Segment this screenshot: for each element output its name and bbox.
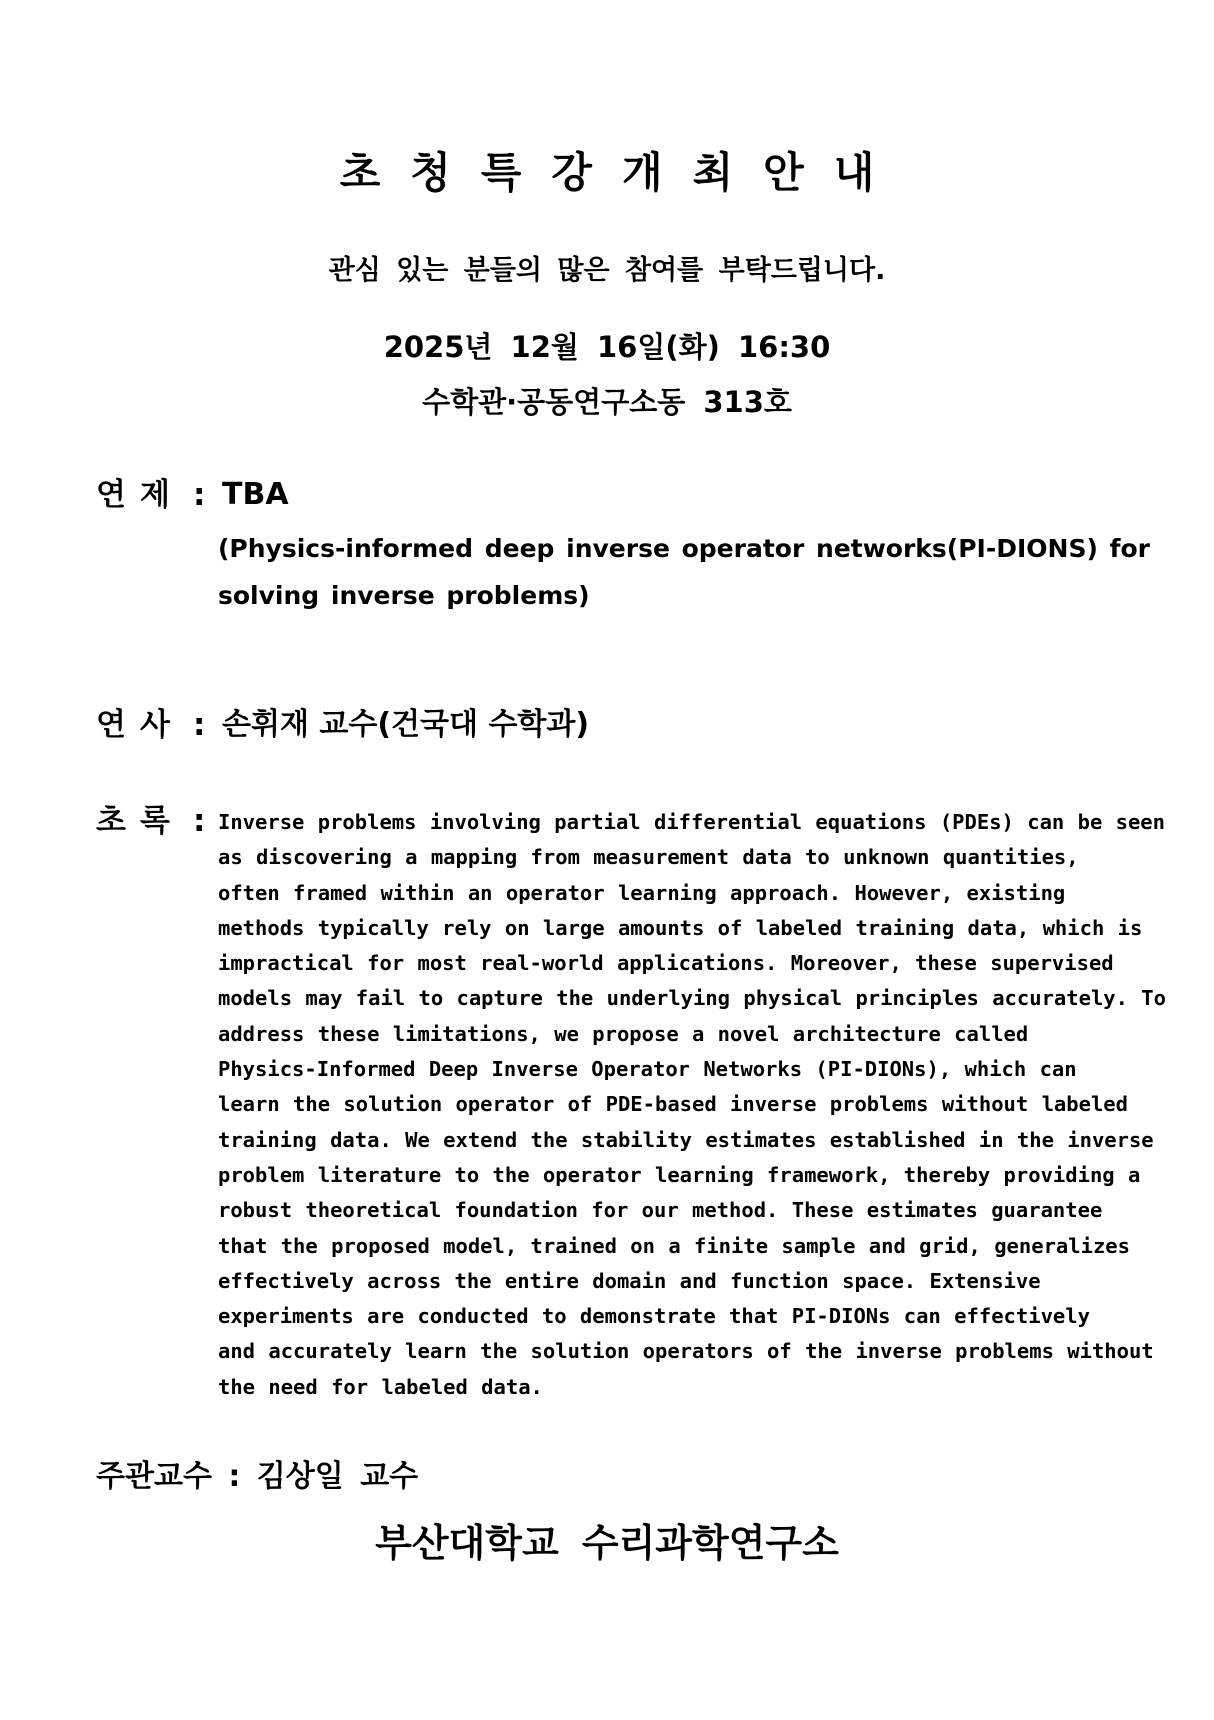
- abstract-line: robust theoretical foundation for our method. These estimates guarantee: [218, 1198, 1103, 1223]
- topic-title-line: (Physics-informed deep inverse operator networks(PI-DIONS) for: [218, 534, 1150, 563]
- organization-name: 부산대학교 수리과학연구소: [375, 1521, 839, 1565]
- page-title: 초청특강개최안내: [339, 148, 905, 197]
- abstract-line: learn the solution operator of PDE-based inverse problems without labeled: [218, 1092, 1128, 1117]
- abstract-text: [218, 805, 1166, 1405]
- abstract-line: Inverse problems involving partial differential equations (PDEs) can be seen: [218, 810, 1165, 834]
- abstract-line: often framed within an operator learning approach. However, existing: [218, 880, 1066, 905]
- abstract-line: and accurately learn the solution operators of the inverse problems without: [218, 1339, 1154, 1364]
- speaker-label: 연사: [96, 707, 184, 743]
- host-professor: 주관교수 : 김상일 교수: [96, 1459, 419, 1494]
- abstract-label: 초록: [96, 803, 184, 839]
- abstract-line: effectively across the entire domain and function space. Extensive: [218, 1268, 1041, 1293]
- topic-full-title: [218, 525, 1150, 619]
- abstract-line: Physics-Informed Deep Inverse Operator Networks (PI-DIONs), which can: [218, 1057, 1077, 1082]
- topic-title-line: solving inverse problems): [218, 581, 590, 610]
- abstract-line: training data. We extend the stability estimates established in the inverse: [218, 1127, 1154, 1152]
- abstract-colon: :: [193, 803, 206, 839]
- abstract-line: methods typically rely on large amounts of labeled training data, which is: [218, 915, 1143, 940]
- speaker-colon: :: [193, 707, 206, 743]
- event-location: 수학관·공동연구소동 313호: [422, 385, 792, 419]
- topic-label: 연제: [96, 477, 184, 513]
- abstract-line: that the proposed model, trained on a finite sample and grid, generalizes: [218, 1233, 1130, 1258]
- abstract-line: impractical for most real-world applications. Moreover, these supervised: [218, 951, 1114, 976]
- invitation-message: 관심 있는 분들의 많은 참여를 부탁드립니다.: [328, 255, 886, 286]
- speaker-value: 손휘재 교수(건국대 수학과): [222, 707, 590, 742]
- event-datetime: 2025년 12월 16일(화) 16:30: [383, 330, 831, 364]
- abstract-line: models may fail to capture the underlying physical principles accurately. To: [218, 986, 1166, 1011]
- topic-value: TBA: [222, 477, 289, 512]
- abstract-line: the need for labeled data.: [218, 1374, 543, 1399]
- abstract-line: experiments are conducted to demonstrate that PI-DIONs can effectively: [218, 1304, 1090, 1329]
- abstract-line: address these limitations, we propose a novel architecture called: [218, 1021, 1029, 1046]
- abstract-line: as discovering a mapping from measurement data to unknown quantities,: [218, 845, 1079, 870]
- topic-colon: :: [193, 477, 206, 513]
- abstract-line: problem literature to the operator learning framework, thereby providing a: [218, 1162, 1141, 1187]
